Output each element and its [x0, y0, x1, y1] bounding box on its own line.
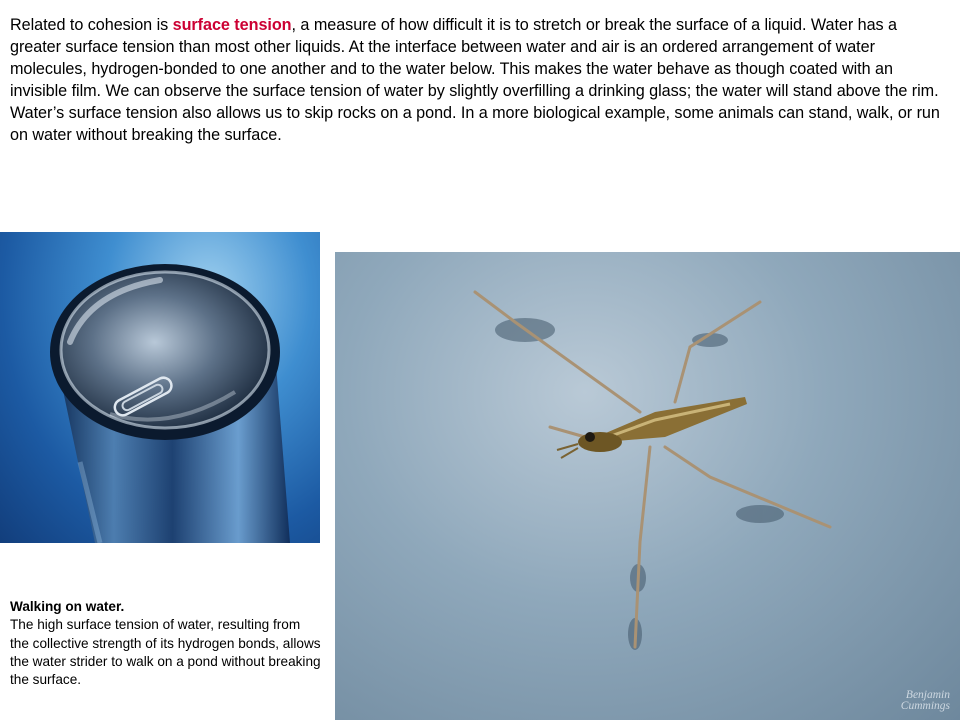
main-paragraph — [10, 14, 950, 146]
watermark-line-1: Benjamin — [905, 689, 950, 701]
watermark-line-2: Cummings — [900, 700, 950, 712]
water-strider-illustration — [335, 252, 960, 720]
surface-tension-term: surface tension — [172, 16, 292, 34]
glass-illustration — [0, 232, 320, 543]
caption-body: The high surface tension of water, resulting from the collective strength of its hydrogen bonds, allows the water strider to walk on a pond without breaking the surface. — [10, 617, 321, 688]
main-text-after: , a measure of how difficult it is to stretch or break the surface of a liquid. Water has a greater surface tension than most other liquids. At the interface between water and air is an ordered arrangement of water molecules, hydrogen-bonded to one another and to the water below. This makes the water behave as though coated with an invisible film. We can observe the surface tension of water by slightly overfilling a drinking glass; the water will stand above the rim. Water’s surface tension also allows us to skip rocks on a pond. In a more biological example, some animals can stand, walk, or run on water without breaking the surface. — [10, 16, 940, 144]
main-text-before: Related to cohesion is — [10, 16, 173, 34]
strider-legs — [475, 292, 830, 647]
water-strider-photo — [335, 252, 960, 720]
glass-paperclip-photo — [0, 232, 320, 543]
publisher-watermark — [901, 690, 950, 712]
figure-caption — [10, 598, 322, 689]
caption-title: Walking on water. — [10, 599, 125, 614]
strider-body — [557, 397, 747, 458]
